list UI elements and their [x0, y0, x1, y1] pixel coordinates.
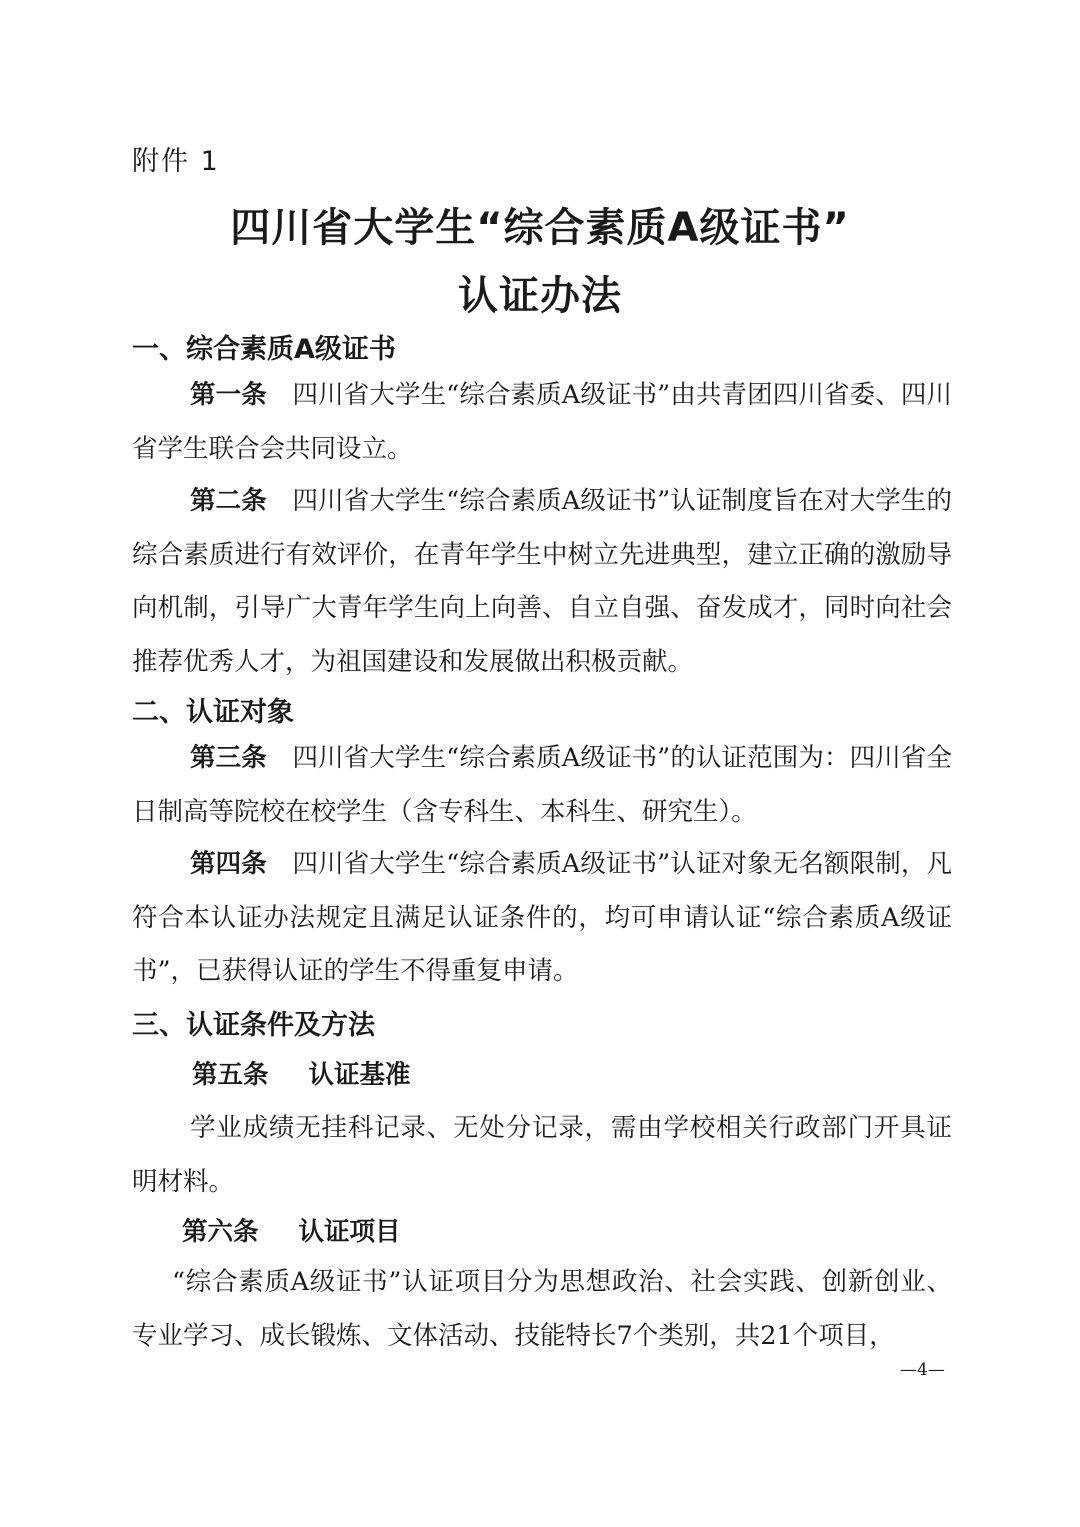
article-4: [132, 838, 952, 999]
article-6-title: 认证项目: [298, 1217, 401, 1247]
article-4-label: 第四条: [190, 849, 267, 879]
page-number: —4—: [900, 1360, 945, 1380]
article-1-text: 四川省大学生“综合素质A级证书”由共青团四川省委、四川省学生联合会共同设立。: [132, 380, 952, 464]
article-6-body: “综合素质A级证书”认证项目分为思想政治、社会实践、创新创业、专业学习、成长锻炼、文体活动、技能特长7个类别，共21个项目，: [132, 1267, 952, 1351]
article-3: [132, 732, 952, 839]
section-heading-1: 一、综合素质A级证书: [132, 334, 396, 365]
document-title-line2: 认证办法: [458, 273, 622, 319]
article-1: [132, 369, 952, 476]
document-title-line1: 四川省大学生“综合素质A级证书”: [230, 205, 850, 251]
article-1-label: 第一条: [190, 380, 267, 410]
article-5-title: 认证基准: [308, 1060, 411, 1090]
attachment-label: 附件 1: [132, 146, 220, 177]
article-5-label: 第五条: [192, 1060, 269, 1090]
article-6-label: 第六条: [182, 1217, 259, 1247]
section-heading-2: 二、认证对象: [132, 697, 294, 728]
section-heading-3: 三、认证条件及方法: [132, 1010, 375, 1041]
article-2: [132, 475, 952, 689]
article-3-text: 四川省大学生“综合素质A级证书”的认证范围为：四川省全日制高等院校在校学生（含专科生、本科生、研究生）。: [132, 743, 952, 827]
article-6-heading: [182, 1212, 401, 1248]
article-3-label: 第三条: [190, 743, 267, 773]
article-2-text: 四川省大学生“综合素质A级证书”认证制度旨在对大学生的综合素质进行有效评价，在青年学生中树立先进典型，建立正确的激励导向机制，引导广大青年学生向上向善、自立自强、奋发成才，同时向社会推荐优秀人才，为祖国建设和发展做出积极贡献。: [132, 486, 952, 677]
article-5-heading: [192, 1055, 411, 1091]
article-4-text: 四川省大学生“综合素质A级证书”认证对象无名额限制，凡符合本认证办法规定且满足认证条件的，均可申请认证“综合素质A级证书”，已获得认证的学生不得重复申请。: [132, 849, 952, 986]
article-5-body: 学业成绩无挂科记录、无处分记录，需由学校相关行政部门开具证明材料。: [132, 1113, 952, 1197]
article-2-label: 第二条: [190, 486, 267, 516]
